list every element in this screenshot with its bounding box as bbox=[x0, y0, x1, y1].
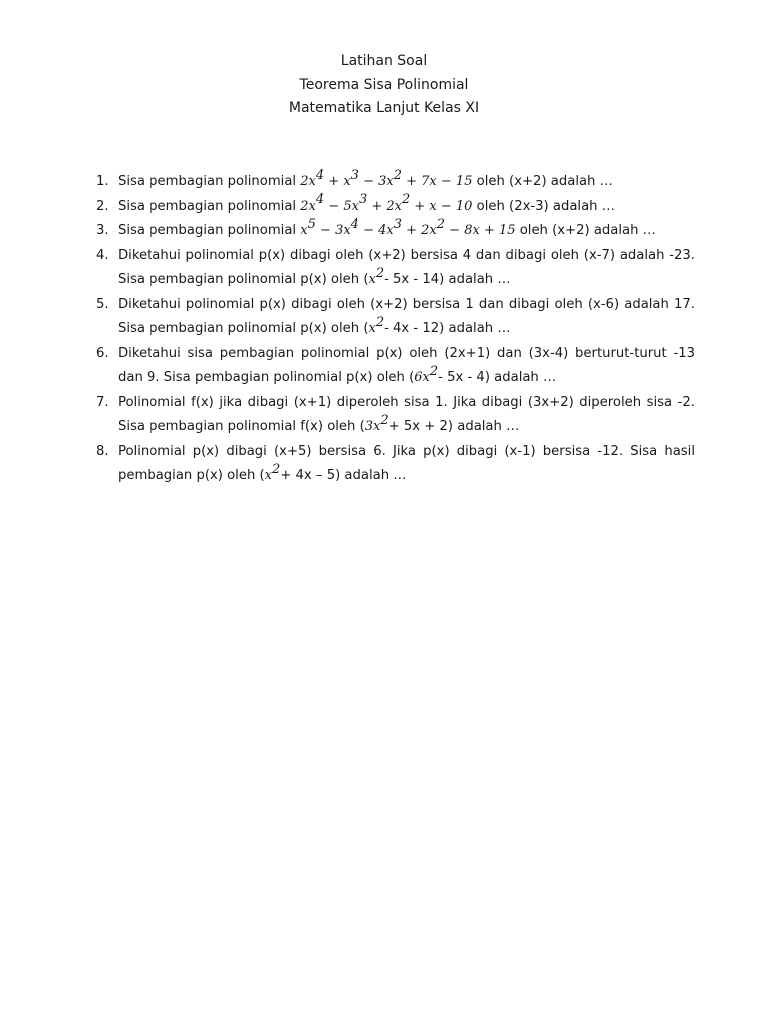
question-4 bbox=[92, 244, 695, 293]
question-2 bbox=[92, 192, 695, 220]
math-term: 2x bbox=[300, 198, 316, 214]
math-term: − 5x bbox=[324, 198, 359, 214]
math-term: − 8x + 15 bbox=[445, 223, 516, 238]
math-term: x bbox=[368, 321, 376, 336]
exponent: 2 bbox=[401, 192, 411, 208]
question-text: + 4x – 5) adalah … bbox=[280, 468, 407, 483]
question-text: - 5x - 4) adalah … bbox=[438, 370, 557, 385]
document-course: Matematika Lanjut Kelas XI bbox=[288, 100, 480, 116]
question-3 bbox=[92, 216, 695, 244]
math-term: 3x bbox=[364, 419, 381, 434]
question-1 bbox=[92, 167, 695, 195]
question-5 bbox=[92, 293, 695, 342]
math-term: − 3x bbox=[358, 174, 394, 189]
exponent: 2 bbox=[380, 412, 389, 428]
exponent: 2 bbox=[429, 363, 439, 379]
exponent: 2 bbox=[272, 461, 281, 477]
math-term: 2x bbox=[300, 174, 316, 189]
question-text: oleh (2x-3) adalah … bbox=[472, 198, 615, 214]
exponent: 3 bbox=[350, 167, 359, 183]
question-list bbox=[92, 167, 695, 489]
question-text: oleh (x+2) adalah … bbox=[515, 223, 656, 238]
math-term: x bbox=[368, 272, 376, 287]
math-term: x bbox=[300, 223, 308, 238]
question-text: oleh (x+2) adalah … bbox=[472, 174, 613, 189]
question-text: + 5x + 2) adalah … bbox=[388, 419, 520, 434]
math-term: + 2x bbox=[367, 198, 402, 214]
question-text: Sisa pembagian polinomial bbox=[118, 198, 301, 214]
math-term: + 2x bbox=[402, 223, 437, 238]
question-text: Diketahui polinomial p(x) dibagi oleh (x+2) bersisa 4 dan dibagi oleh (x-7) adalah -23. Sisa pembagian polinomial p(x) oleh ( bbox=[118, 247, 695, 287]
question-text: Sisa pembagian polinomial bbox=[118, 174, 301, 189]
exponent: 2 bbox=[436, 216, 446, 232]
math-term: − 4x bbox=[358, 223, 394, 238]
document-title: Latihan Soal bbox=[340, 53, 428, 69]
math-term: + x bbox=[324, 174, 351, 189]
question-text: - 4x - 12) adalah … bbox=[384, 321, 511, 336]
question-6 bbox=[92, 342, 695, 391]
exponent: 3 bbox=[358, 192, 368, 208]
question-text: Diketahui polinomial p(x) dibagi oleh (x+2) bersisa 1 dan dibagi oleh (x-6) adalah 17. Sisa pembagian polinomial p(x) oleh ( bbox=[118, 296, 695, 336]
exponent: 4 bbox=[315, 192, 325, 208]
question-text: Sisa pembagian polinomial bbox=[118, 223, 301, 238]
math-term: 6x bbox=[414, 370, 430, 385]
question-number: 1. bbox=[96, 174, 109, 189]
exponent: 4 bbox=[350, 216, 359, 232]
question-number: 5. bbox=[96, 296, 109, 312]
question-7 bbox=[92, 391, 695, 440]
exponent: 5 bbox=[307, 216, 316, 232]
question-text: Polinomial f(x) jika dibagi (x+1) diperoleh sisa 1. Jika dibagi (3x+2) diperoleh sisa -2. Sisa pembagian polinomial f(x) oleh ( bbox=[118, 394, 695, 434]
question-number: 2. bbox=[96, 198, 109, 214]
question-number: 7. bbox=[96, 394, 109, 410]
exponent: 2 bbox=[375, 265, 385, 281]
exponent: 2 bbox=[393, 167, 402, 183]
question-text: - 5x - 14) adalah … bbox=[384, 272, 511, 287]
question-number: 3. bbox=[96, 223, 109, 238]
exponent: 3 bbox=[393, 216, 402, 232]
document-header bbox=[0, 50, 768, 121]
document-subtitle: Teorema Sisa Polinomial bbox=[299, 76, 469, 93]
math-term: + x − 10 bbox=[410, 198, 473, 214]
math-term: x bbox=[264, 468, 272, 483]
math-term: + 7x − 15 bbox=[402, 174, 473, 189]
exponent: 2 bbox=[375, 314, 385, 330]
question-number: 6. bbox=[96, 345, 109, 361]
question-number: 8. bbox=[96, 443, 109, 459]
question-text: Polinomial p(x) dibagi (x+5) bersisa 6. Jika p(x) dibagi (x-1) bersisa -12. Sisa hasil pembagian p(x) oleh ( bbox=[118, 443, 695, 483]
math-term: − 3x bbox=[315, 223, 351, 238]
question-number: 4. bbox=[96, 247, 109, 263]
exponent: 4 bbox=[315, 167, 325, 183]
question-text: Diketahui sisa pembagian polinomial p(x) oleh (2x+1) dan (3x-4) berturut-turut -13 dan 9. Sisa pembagian polinomial p(x) oleh ( bbox=[118, 345, 695, 385]
question-8 bbox=[92, 440, 695, 489]
